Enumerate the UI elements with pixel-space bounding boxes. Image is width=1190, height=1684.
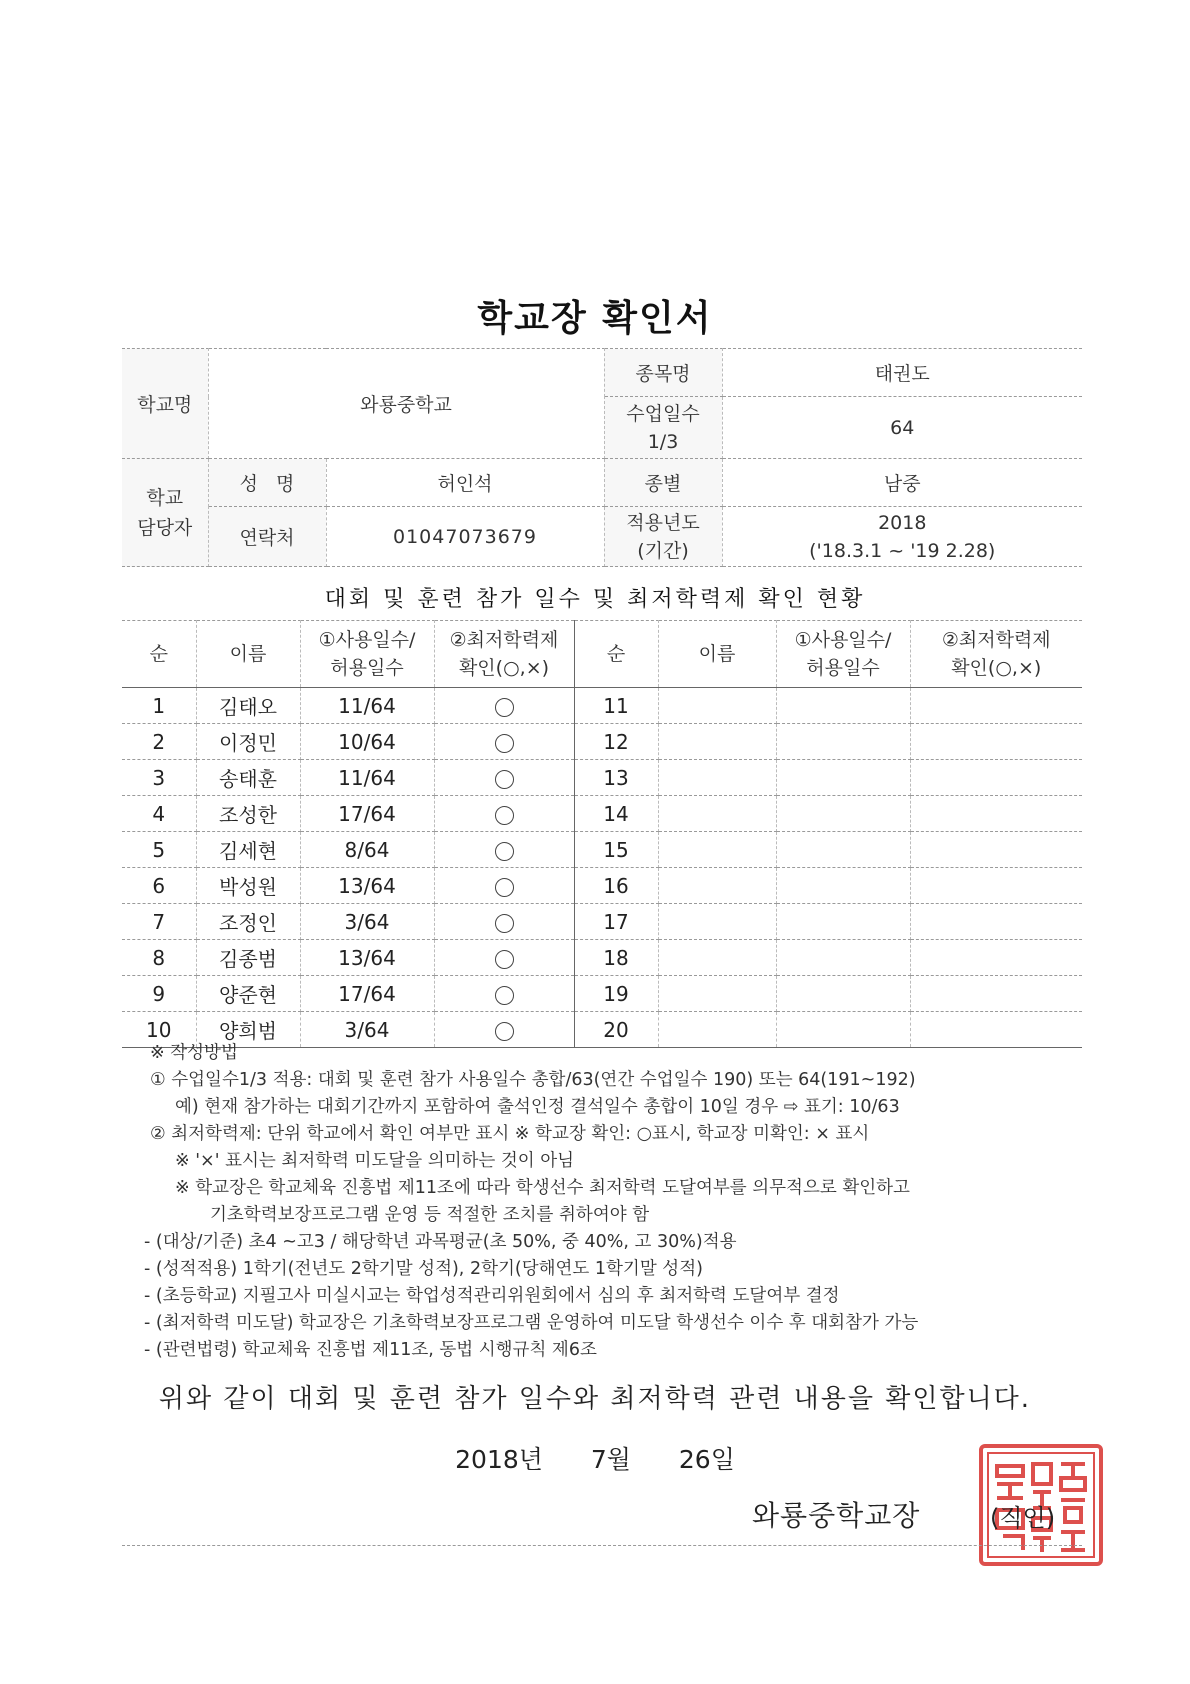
confirmed-circle-icon <box>495 806 514 825</box>
instruction-line: ※ 학교장은 학교체육 진흥법 제11조에 따라 학생선수 최저학력 도달여부를 의무적으로 확인하고 <box>175 1178 910 1198</box>
instruction-line: 기초학력보장프로그램 운영 등 적절한 조치를 취하여야 함 <box>210 1205 650 1225</box>
col-header-check: ②최저학력제 확인(○,×) <box>434 621 574 688</box>
class-days-label <box>604 397 722 459</box>
instruction-line: 예) 현재 참가하는 대회기간까지 포함하여 출석인정 결석일수 총합이 10일 경우 ⇨ 표기: 10/63 <box>175 1097 900 1117</box>
class-days-label-line1: 수업일수 <box>626 402 700 425</box>
table-row: 2 이정민 10/64 12 <box>122 724 1082 760</box>
class-days-label-line2: 1/3 <box>647 430 679 453</box>
manager-label-line1: 학교 <box>146 486 184 509</box>
apply-year-value <box>722 507 1082 567</box>
document-title: 학교장 확인서 <box>477 298 713 339</box>
confirmation-statement: 위와 같이 대회 및 훈련 참가 일수와 최저학력 관련 내용을 확인합니다. <box>158 1384 1032 1414</box>
manager-label <box>122 459 208 567</box>
school-name-value: 와룡중학교 <box>208 349 604 459</box>
table-row: 9 양준현 17/64 19 <box>122 976 1082 1012</box>
confirmed-circle-icon <box>495 842 514 861</box>
table-row: 3 송태훈 11/64 13 <box>122 760 1082 796</box>
confirmed-circle-icon <box>495 734 514 753</box>
apply-year-label-line2: (기간) <box>637 539 689 562</box>
class-days-value: 64 <box>722 397 1082 459</box>
confirmed-circle-icon <box>495 1022 514 1041</box>
instruction-line: - (관련법령) 학교체육 진흥법 제11조, 동법 시행규칙 제6조 <box>144 1340 597 1360</box>
manager-name-label: 성 명 <box>208 459 326 507</box>
instruction-line: - (성적적용) 1학기(전년도 2학기말 성적), 2학기(당해연도 1학기말 성적) <box>144 1259 703 1279</box>
table-row: 5 김세현 8/64 15 <box>122 832 1082 868</box>
confirmed-circle-icon <box>495 698 514 717</box>
instructions-section <box>144 1040 1090 1364</box>
instruction-line: - (대상/기준) 초4 ~고3 / 해당학년 과목평균(초 50%, 중 40%, 고 30%)적용 <box>144 1232 737 1252</box>
table-row: 8 김종범 13/64 18 <box>122 940 1082 976</box>
division-value: 남중 <box>722 459 1082 507</box>
table-row: 1 김태오 11/64 11 <box>122 688 1082 724</box>
bottom-divider <box>122 1545 1082 1546</box>
table-row: 6 박성원 13/64 16 <box>122 868 1082 904</box>
confirmed-circle-icon <box>495 914 514 933</box>
manager-label-line2: 담당자 <box>137 516 193 539</box>
apply-year-label-line1: 적용년도 <box>626 511 700 534</box>
instruction-line: ② 최저학력제: 단위 학교에서 확인 여부만 표시 ※ 학교장 확인: ○표시, 학교장 미확인: × 표시 <box>150 1124 870 1144</box>
date-year: 2018년 <box>455 1445 543 1474</box>
col-header-days-2: ①사용일수/ 허용일수 <box>776 621 910 688</box>
instruction-line: - (최저학력 미도달) 학교장은 기초학력보장프로그램 운영하여 미도달 학생선수 이수 후 대회참가 가능 <box>144 1313 919 1333</box>
col-header-no: 순 <box>122 621 196 688</box>
sport-label: 종목명 <box>604 349 722 397</box>
col-header-name-2: 이름 <box>658 621 776 688</box>
manager-name-value: 허인석 <box>326 459 604 507</box>
student-roster-table <box>122 620 1082 1048</box>
seal-note: (직인) <box>990 1504 1056 1532</box>
school-info-table <box>122 348 1082 567</box>
col-header-name: 이름 <box>196 621 300 688</box>
sport-value: 태권도 <box>722 349 1082 397</box>
table-row: 7 조정인 3/64 17 <box>122 904 1082 940</box>
division-label: 종별 <box>604 459 722 507</box>
table-row: 4 조성한 17/64 14 <box>122 796 1082 832</box>
col-header-no-2: 순 <box>574 621 658 688</box>
date-day: 26일 <box>678 1445 735 1474</box>
apply-year-label <box>604 507 722 567</box>
school-name-label: 학교명 <box>122 349 208 459</box>
confirmed-circle-icon <box>495 878 514 897</box>
confirmed-circle-icon <box>495 986 514 1005</box>
principal-title: 와룡중학교장 <box>752 1499 921 1532</box>
instruction-line: - (초등학교) 지필고사 미실시교는 학업성적관리위원회에서 심의 후 최저학력 도달여부 결정 <box>144 1286 840 1306</box>
confirmed-circle-icon <box>495 950 514 969</box>
instructions-heading: ※ 작성방법 <box>150 1043 238 1063</box>
contact-label: 연락처 <box>208 507 326 567</box>
col-header-days: ①사용일수/ 허용일수 <box>300 621 434 688</box>
instruction-line: ※ '×' 표시는 최저학력 미도달을 의미하는 것이 아님 <box>175 1151 575 1171</box>
date-month: 7월 <box>590 1445 631 1474</box>
col-header-check-2: ②최저학력제 확인(○,×) <box>910 621 1082 688</box>
status-subtitle: 대회 및 훈련 참가 일수 및 최저학력제 확인 현황 <box>324 587 866 612</box>
contact-value: 01047073679 <box>326 507 604 567</box>
apply-year-period: ('18.3.1 ~ '19 2.28) <box>809 539 996 562</box>
table-row: 10 양희범 3/64 20 <box>122 1012 1082 1048</box>
instruction-line: ① 수업일수1/3 적용: 대회 및 훈련 참가 사용일수 총합/63(연간 수업일수 190) 또는 64(191~192) <box>150 1070 916 1090</box>
confirmed-circle-icon <box>495 770 514 789</box>
apply-year-number: 2018 <box>878 511 927 534</box>
